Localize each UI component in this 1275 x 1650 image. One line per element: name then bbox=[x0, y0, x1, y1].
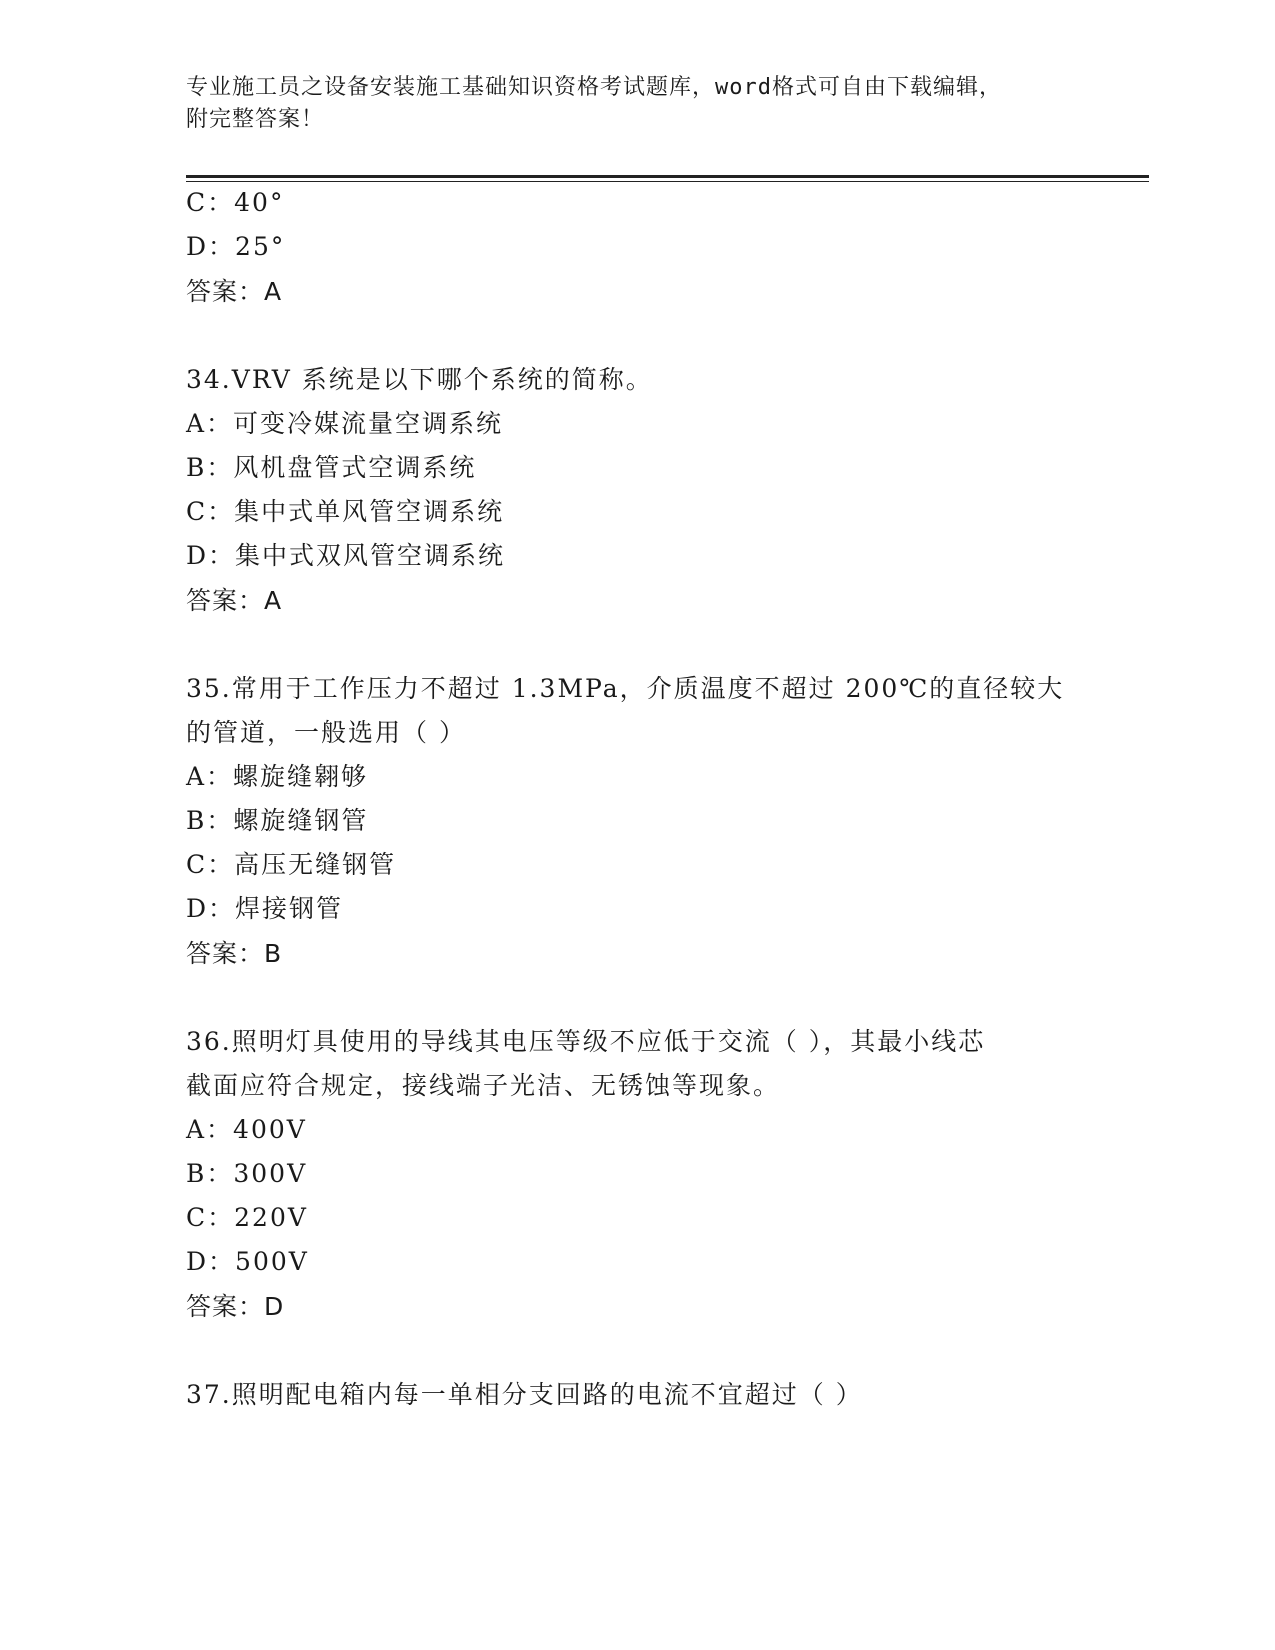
q36-option-d: D：500V bbox=[186, 1247, 309, 1276]
q37-stem-line-1: 37.照明配电箱内每一单相分支回路的电流不宜超过（ ） bbox=[186, 1380, 863, 1409]
q33-answer: 答案：A bbox=[186, 277, 283, 306]
q34-option-d: D：集中式双风管空调系统 bbox=[186, 541, 506, 570]
q35-stem-line-2: 的管道，一般选用（ ） bbox=[186, 718, 466, 747]
q33-option-c: C：40° bbox=[186, 188, 285, 217]
q34-option-a: A：可变冷媒流量空调系统 bbox=[186, 409, 504, 438]
header-line-1: 专业施工员之设备安装施工基础知识资格考试题库，word格式可自由下载编辑， bbox=[186, 75, 1002, 100]
header-line-2: 附完整答案！ bbox=[186, 107, 325, 132]
document-header bbox=[186, 72, 1066, 136]
q36-stem-line-1: 36.照明灯具使用的导线其电压等级不应低于交流（ ），其最小线芯 bbox=[186, 1027, 986, 1056]
q35-option-d: D：焊接钢管 bbox=[186, 894, 344, 923]
q34-answer: 答案：A bbox=[186, 586, 283, 615]
q35-option-b: B：螺旋缝钢管 bbox=[186, 806, 369, 835]
q33-option-d: D：25° bbox=[186, 232, 286, 261]
q34-option-c: C：集中式单风管空调系统 bbox=[186, 497, 505, 526]
q35-option-a: A：螺旋缝翱够 bbox=[186, 762, 369, 791]
q36-option-b: B：300V bbox=[186, 1159, 308, 1188]
q35-stem-line-1: 35.常用于工作压力不超过 1.3MPa，介质温度不超过 200℃的直径较大 bbox=[186, 674, 1065, 703]
header-divider-thin bbox=[186, 181, 1149, 182]
q36-answer: 答案：D bbox=[186, 1292, 285, 1321]
q36-stem-line-2: 截面应符合规定，接线端子光洁、无锈蚀等现象。 bbox=[186, 1071, 781, 1100]
header-divider-thick bbox=[186, 175, 1149, 178]
q36-option-c: C：220V bbox=[186, 1203, 308, 1232]
q34-stem-line-1: 34.VRV 系统是以下哪个系统的简称。 bbox=[186, 365, 653, 394]
q35-option-c: C：高压无缝钢管 bbox=[186, 850, 397, 879]
q34-option-b: B：风机盘管式空调系统 bbox=[186, 453, 477, 482]
q36-option-a: A：400V bbox=[186, 1115, 307, 1144]
q35-answer: 答案：B bbox=[186, 939, 283, 968]
